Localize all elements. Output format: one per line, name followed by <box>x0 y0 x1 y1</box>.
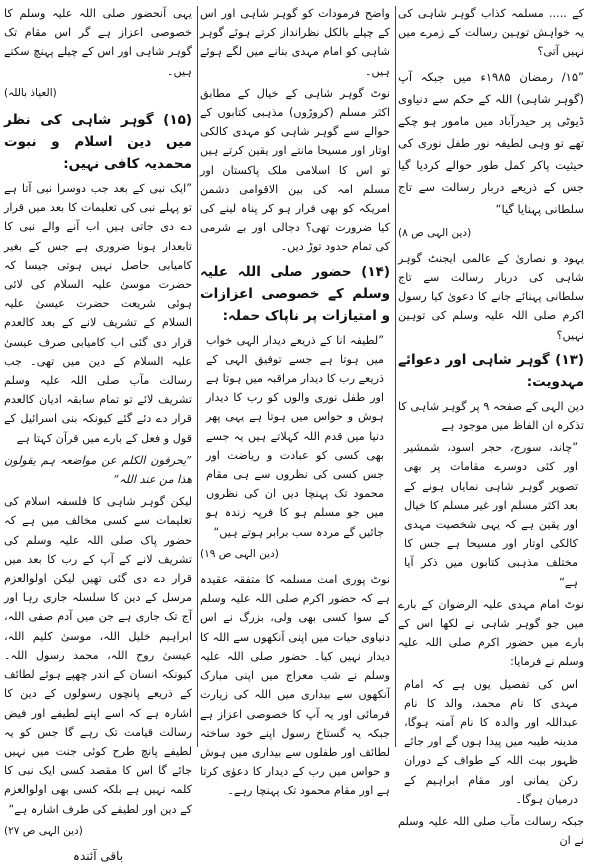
column-3-citation-2: (دین الہی ص ۲۷) <box>4 824 83 837</box>
column-1-paragraph-2: یہود و نصاریٰ کے عالمی ایجنٹ گوہر شاہی کی دربار رسالت سے تاج سلطانی پہنائے جانے کا دعویٰ کیا رسول اکرم صلی اللہ علیہ وسلم کی توہین نہیں؟ <box>398 251 584 342</box>
column-1-citation-1: (دین الہی ص ۸) <box>398 226 472 239</box>
column-3-citation-1: (العیاذ باللہ) <box>4 86 57 99</box>
column-1-quote: ”چاند، سورج، حجر اسود، شمشیر اور کئی دوسرے مقامات پر بھی تصویر گوہر شاہی نمایاں ہونے کے بعد اکثر مسلم اور غیر مسلم کا خیال اور یقین ہے کہ یہی شخصیت مہدی کالکی اوتار اور مسیحا ہے جس کا مختلف مذہبی کتابوں میں ذکر آیا ہے“ <box>404 441 578 589</box>
column-1-heading: (۱۳) گوہر شاہی اور دعوائے مہدویت: <box>398 351 584 390</box>
column-2-paragraph-1: واضح فرمودات کو گوہر شاہی اور اس کے چیلے بالکل نظرانداز کرتے ہوئے گوہر شاہی کو امام مہدی بنانے میں لگے ہوئے ہیں۔ <box>200 7 390 78</box>
column-3-quote: ”ایک نبی کے بعد جب دوسرا نبی آتا ہے تو پہلے نبی کی تعلیمات کا بعد میں قرار دے دی جاتی ہیں اب آنے والے نبی کا تابعدار ہونا ضروری ہے جس کے بغیر کامیابی حاصل نہیں ہوتی جیسا کہ حضرت موسیٰ علیہ السلام کی لائی ہوئی شریعت حضرت عیسیٰ علیہ السلام کے تشریف لانے کے بعد کالعدم قرار دی گئی اب کامیابی صرف عیسیٰ علیہ السلام کے دین میں تھی۔ جب رسالت مآب صلی اللہ علیہ وسلم تشریف لائے تو تمام سابقہ ادیان کالعدم قرار دے دئے گئے کیونکہ بنی اسرائیل کے قول و فعل کے بارے میں قرآن کہتا ہے <box>4 182 192 445</box>
column-divider-right <box>395 6 396 747</box>
column-1-paragraph-6: اس کی تفصیل یوں ہے کہ امام مہدی کا نام محمد، والد کا نام عبداللہ اور والدہ کا نام آمنہ ہوگا، مدینہ طیبہ میں پیدا ہوں گے اور جائے ظہور بیت اللہ کے طواف کے دوران رکن یمانی اور مقام ابراہیم کے درمیان ہوگا۔ <box>404 677 578 806</box>
column-right <box>398 4 584 848</box>
continued-label: باقی آئندہ <box>72 848 124 863</box>
column-1-paragraph-1: ”۱۵/ رمضان ۱۹۸۵ء میں جبکہ آپ (گوہر شاہی) اللہ کے حکم سے دنیاوی ڈیوٹی پر حیدرآباد میں مامور ہو چکے تھے تو وہی لطیفہ نور طفل نوری کی حیثیت پاکر کمل طور حوالے کردیا گیا جس کے ذریعے دربار رسالت سے تاج سلطانی پہنایا گیا“ <box>398 69 584 216</box>
column-1-intro: کے ..... مسلمہ کذاب گوہر شاہی کی یہ خواہش توہین رسالت کے زمرے میں نہیں آتی؟ <box>398 7 584 59</box>
column-3-paragraph-1: یہی آنحضور صلی اللہ علیہ وسلم کا خصوصی اعزاز ہے گر اس مقام تک گوہر شاہی اور اس کے چیلے پہنچ سکتے ہیں۔ <box>4 7 192 78</box>
column-2-quote: ”لطیفہ انا کے ذریعے دیدار الہی خواب میں ہوتا ہے جسے توفیق الہی کے ذریعے رب کا دیدار مراقبہ میں ہوتا ہے اور طفل نوری والوں کو رب کا دیدار ہوش و حواس میں ہوتا ہے یہی پھر دنیا میں قدم اللہ کہلاتے ہیں یہ جسے بھی کسی کو عبادت و ریاضت اور جس کسی کی نظروں سے ہی مقام محمود تک پہنچا دیں ان کی نظروں میں جو مسلم ہو کا فرپہ زندہ ہو جائیں گے مردہ سب برابر ہوتے ہیں“ <box>206 333 384 539</box>
column-middle <box>200 4 390 798</box>
column-3-heading: (۱۵) گوہر شاہی کی نظر میں دین اسلام و نبوت محمدیہ کافی نہیں: <box>4 112 192 173</box>
column-1-paragraph-3: دین الہی کے صفحہ ۹ پر گوہر شاہی کا تذکرہ ان الفاظ میں موجود ہے <box>398 399 584 433</box>
column-2-citation: (دین الہی ص ۱۹) <box>200 547 279 560</box>
column-2-heading: (۱۴) حضور صلی اللہ علیہ وسلم کے خصوصی اعزازات و امتیازات پر ناپاک حملہ: <box>200 263 390 324</box>
column-3-arabic-quote: ”یحرفون الکلم عن مواضعہ ہم یقولون ھذا من عند اللہ“ <box>4 453 192 487</box>
column-1-paragraph-7: جبکہ رسالت مآب صلی اللہ علیہ وسلم نے ان <box>398 815 584 848</box>
column-divider-left <box>197 6 198 747</box>
column-3-paragraph-2: لیکن گوہر شاہی کا فلسفہ اسلام کی تعلیمات سے کسی مخالف میں ہے کہ حضور پاک صلی اللہ علیہ وسلم کی تشریف لانے کے آپ کے رب کا بعد میں قرار دے دی گئی تھیں لیکن اولوالعزم مرسل کے دین کا سلسلہ جاری رہا اور آج تک جاری ہے جن میں آدم صفی اللہ، ابراہیم خلیل اللہ، موسیٰ کلیم اللہ، عیسیٰ روح اللہ، محمد رسول اللہ۔ کیونکہ انسان کے اندر چھپے ہوئے لطائف کے ذریعے پانچوں رسولوں کے دین کا اشارہ ہے کہ اسے اپنے لطیفے اور فیض رسالت قیامت تک رہے گا جس کو یہ لطیفے پانچ طرح کوئی جنت میں نہیں جائے گا اس کا مقصد کسی ایک نبی کا کلمہ نہیں ہے بلکہ کسی بھی اولوالعزم کے دین اور لطیفے کی طرف اشارہ ہے“ <box>4 495 192 816</box>
column-2-paragraph-2: نوٹ گوہر شاہی کے خیال کے مطابق اکثر مسلم (کروڑوں) مذہبی کتابوں کے حوالے سے گوہر شاہی کو مہدی کالکی اوتار اور مسیحا مانتے اور یقین کرتے ہیں تو اس کا اسلامی ملک پاکستان اور مسلم امہ کی بین الاقوامی دشمن امریکہ کو بھی فرار ہو کر پناہ لینے کی کیا ضرورت تھی؟ دجالی اور بے شرمی کی تمام حدود توڑ دیں۔ <box>200 86 390 254</box>
column-left <box>4 4 192 863</box>
column-2-paragraph-3: نوٹ پوری امت مسلمہ کا متفقہ عقیدہ ہے کہ حضور اکرم صلی اللہ علیہ وسلم کے سوا کسی بھی ولی، بزرگ نے اس دنیاوی حیات میں اپنی آنکھوں سے اللہ کا دیدار نہیں کیا۔ حضور صلی اللہ علیہ وسلم نے شب معراج میں اپنی مبارک آنکھوں سے بیداری میں اللہ کی زیارت فرمائی اور یہ آپ کا خصوصی اعزاز ہے جبکہ یہ گستاخ رسول اپنے خود ساختہ لطائف اور طفلوں سے بیداری میں ہوش و حواس میں رب کے دیدار کا دعوٰی کرتا ہے اور مقام محمود تک پہنچا رہے۔ <box>200 573 390 798</box>
column-1-paragraph-5: نوٹ امام مہدی علیہ الرضوان کے بارے میں جو گوہر شاہی نے لکھا اس کے بارے میں حضور اکرم صلی اللہ علیہ وسلم نے فرمایا: <box>398 597 584 669</box>
